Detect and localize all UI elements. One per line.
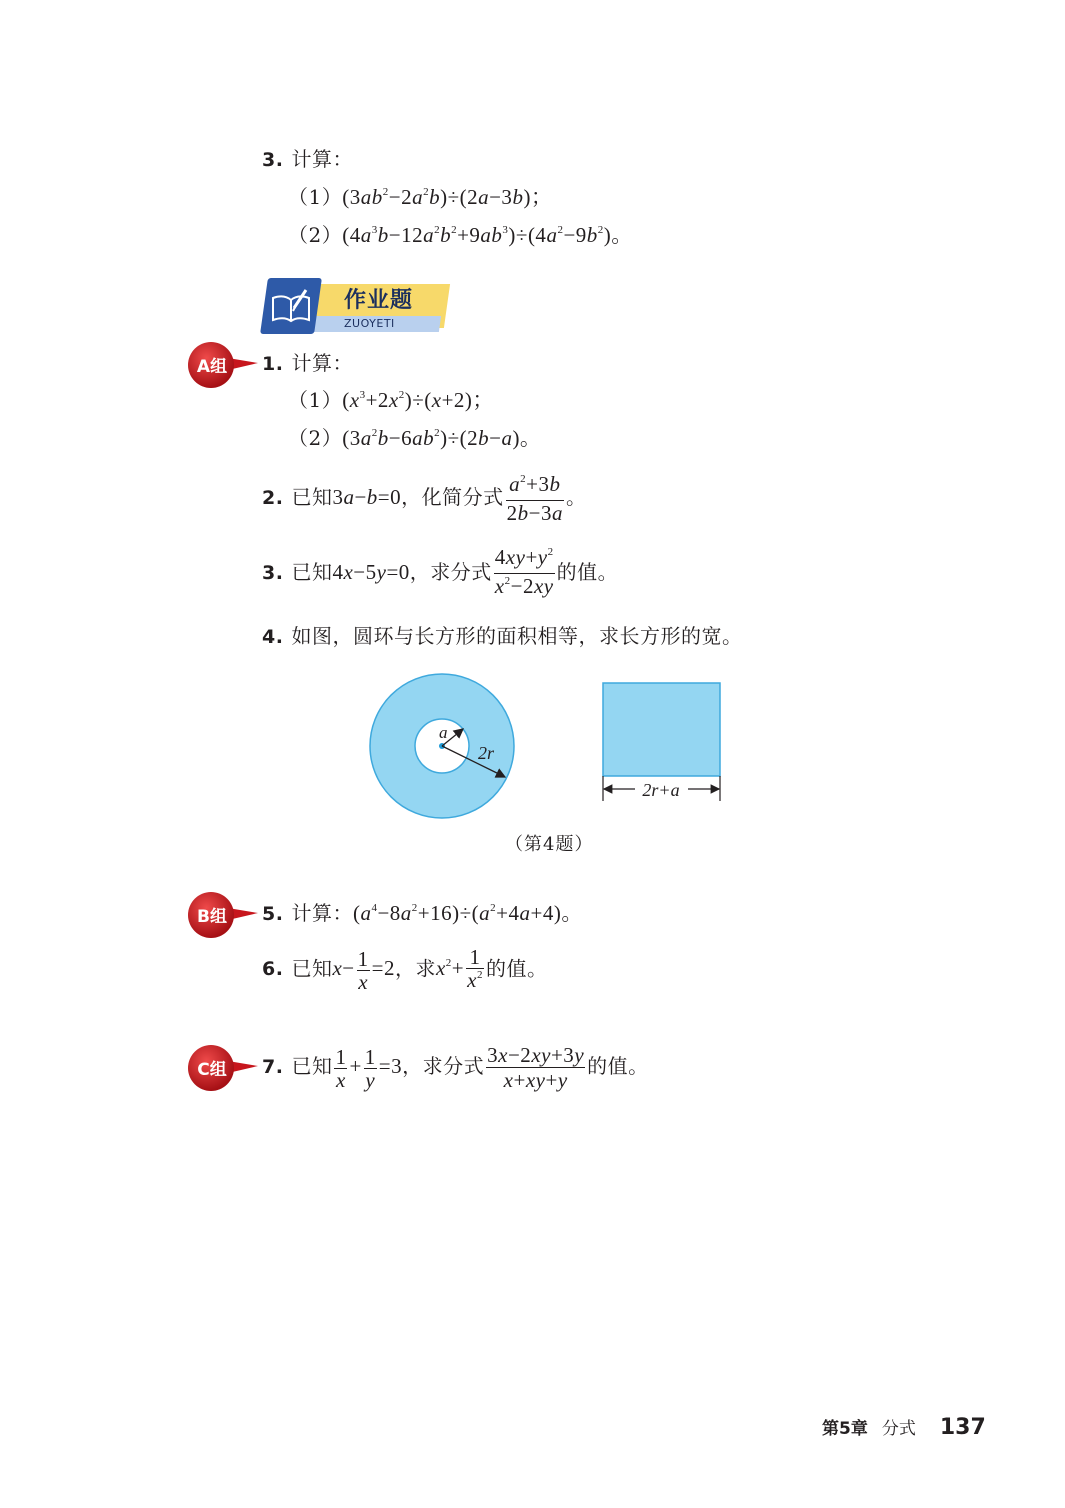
problem-7 <box>262 1043 649 1092</box>
math-expression: $(4a^3b-12a^2b^2+9ab^3)\div(4a^2-9b^2)$。 <box>342 223 633 247</box>
problem-text: ，化简分式 <box>401 485 504 509</box>
problem-1 <box>262 349 353 378</box>
problem-number: 6. <box>262 958 284 981</box>
rectangle <box>603 683 720 776</box>
problem-number: 3. <box>262 562 284 584</box>
problem-prompt: 计算： <box>291 901 353 925</box>
problem-number: 1. <box>262 353 284 375</box>
item-label: （1） <box>288 388 343 412</box>
group-b-badge <box>184 890 260 940</box>
problem-4 <box>262 622 742 651</box>
problem-number: 7. <box>262 1056 284 1078</box>
problem-text: 已知 <box>291 485 333 509</box>
problem-text: 如图，圆环与长方形的面积相等，求长方形的宽。 <box>291 624 743 648</box>
problem-text: ，求分式 <box>409 560 492 584</box>
item-label: （1） <box>288 185 343 209</box>
group-b-label: B组 <box>197 907 227 927</box>
problem-3-item-2 <box>288 221 633 253</box>
annulus-rectangle-figure <box>360 665 740 825</box>
chapter-topic: 分式 <box>881 1419 916 1439</box>
book-pencil-icon <box>260 278 322 334</box>
problem-5 <box>262 899 583 931</box>
problem-text: ，求 <box>394 956 436 981</box>
problem-2: 2. 已知3a−b=0，化简分式 $\frac{a^2+3b}{2b-3a}$ 。 <box>262 472 587 525</box>
problem-number: 3. <box>262 149 284 171</box>
problem-prompt: 计算： <box>291 351 353 375</box>
fraction: $\frac{a^2+3b}{2b-3a}$ <box>506 472 563 525</box>
problem-number: 5. <box>262 903 284 925</box>
problem-text: 的值。 <box>587 1054 649 1078</box>
group-a-badge <box>184 340 260 390</box>
math-expression: $(3a^2b-6ab^2)\div(2b-a)$。 <box>342 426 542 450</box>
math-condition: 4x−5y=0 <box>332 560 410 584</box>
problem-text: 已知 <box>291 956 333 981</box>
math-expression: $(x^3+2x^2)\div(x+2)$； <box>342 388 494 412</box>
math-expression: $x^2+$ $\frac{1}{x^2}$ <box>435 945 483 992</box>
fraction: $\frac{3x-2xy+3y}{x+xy+y}$ <box>487 1043 585 1092</box>
width-label: 2r+a <box>642 780 680 800</box>
problem-number: 4. <box>262 626 284 648</box>
problem-text: 的值。 <box>485 956 548 981</box>
figure-caption: （第4题） <box>505 834 594 855</box>
page-number: 137 <box>939 1415 986 1440</box>
problem-3-top <box>262 145 353 174</box>
section-title: 作业题 <box>344 288 414 313</box>
problem-6 <box>262 946 547 995</box>
math-condition: 3a−b=0 <box>332 485 402 509</box>
homework-section-banner <box>262 278 448 334</box>
math-condition: $\frac{1}{x}$ + $\frac{1}{y}$ =3 <box>335 1044 403 1092</box>
problem-number: 2. <box>262 487 284 509</box>
item-label: （2） <box>288 223 343 247</box>
fraction: $\frac{4xy+y^2}{x^2-2xy}$ <box>494 545 554 598</box>
section-subtitle: ZUOYETI <box>344 317 395 330</box>
inner-radius-label: a <box>439 723 448 742</box>
math-expression: $(3ab^2-2a^2b)\div(2a-3b)$； <box>342 185 553 209</box>
problem-text: ，求分式 <box>402 1054 485 1078</box>
problem-text: 已知 <box>291 560 333 584</box>
group-c-label: C组 <box>197 1060 227 1080</box>
outer-radius-label: 2r <box>478 743 495 763</box>
problem-prompt: 计算： <box>291 147 353 171</box>
math-expression: $(a^4-8a^2+16)\div(a^2+4a+4)$。 <box>352 901 583 925</box>
problem-1-item-1 <box>288 386 494 418</box>
page-footer <box>822 1414 986 1440</box>
problem-text: 已知 <box>291 1054 333 1078</box>
item-label: （2） <box>288 426 343 450</box>
math-condition: x− $\frac{1}{x}$ =2 <box>332 947 395 994</box>
group-c-badge <box>184 1043 260 1093</box>
chapter-label: 第5章 <box>822 1419 868 1439</box>
group-a-label: A组 <box>196 357 228 377</box>
problem-1-item-2 <box>288 424 541 456</box>
problem-3 <box>262 545 618 602</box>
problem-text: 的值。 <box>556 560 619 584</box>
problem-3-item-1 <box>288 183 552 215</box>
